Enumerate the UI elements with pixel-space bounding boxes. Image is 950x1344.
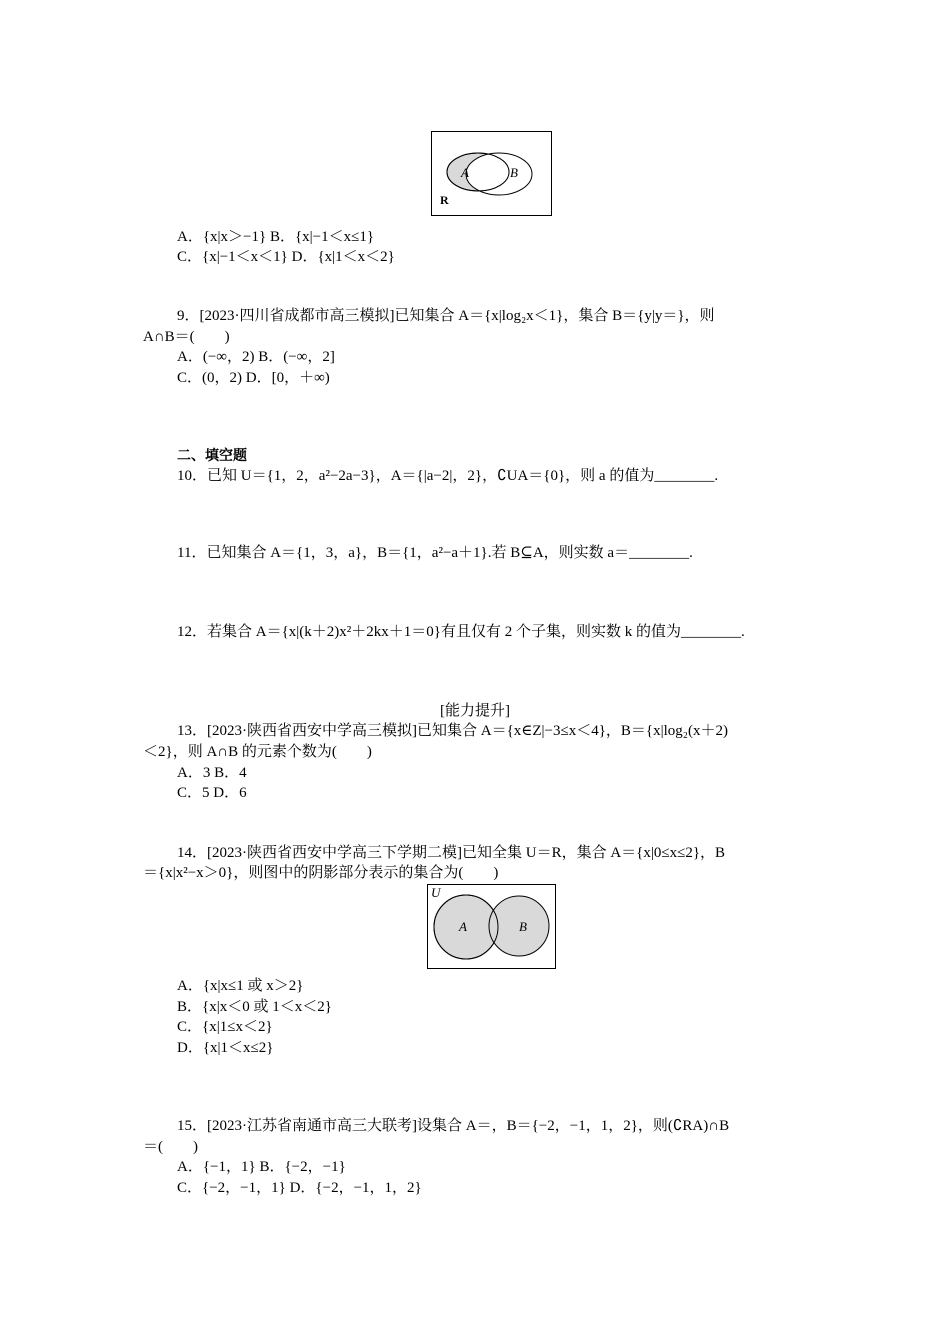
q13-options-line1: A．3 B．4 — [177, 765, 247, 781]
q15-options-line1: A．{−1，1} B．{−2，−1} — [177, 1159, 346, 1175]
q12-stem: 12．若集合 A＝{x|(k＋2)x²＋2kx＋1＝0}有且仅有 2 个子集，则实数 k 的值为________. — [177, 624, 745, 640]
q10-stem: 10．已知 U＝{1，2，a²−2a−3}，A＝{|a−2|，2}，∁UA＝{0}，则 a 的值为________. — [177, 468, 719, 484]
label-a: A — [459, 919, 467, 934]
q14-stem-line2: ＝{x|x²−x＞0}，则图中的阴影部分表示的集合为( ) — [143, 865, 499, 881]
q14-option-c: C．{x|1≤x＜2} — [177, 1019, 273, 1035]
label-b: B — [519, 919, 527, 934]
label-r: R — [440, 193, 449, 207]
q9-stem-line1: 9．[2023·四川省成都市高三模拟]已知集合 A＝{x|log₂x＜1}，集合 B＝{y|y＝}，则 — [177, 308, 715, 324]
q9-options-line2: C．(0，2) D．[0，＋∞) — [177, 370, 330, 386]
q11-stem: 11．已知集合 A＝{1，3，a}，B＝{1，a²−a＋1}.若 B⊆A，则实数 a＝________. — [177, 545, 693, 561]
venn-diagram-2 — [426, 883, 558, 971]
label-u: U — [431, 885, 441, 900]
label-b: B — [510, 165, 518, 180]
q9-stem-line2: A∩B＝( ) — [143, 329, 230, 345]
q9-options-line1: A．(−∞，2) B．(−∞，2] — [177, 349, 335, 365]
q14-stem-line1: 14．[2023·陕西省西安中学高三下学期二模]已知全集 U＝R，集合 A＝{x|0≤x≤2}，B — [177, 845, 726, 861]
q13-options-line2: C．5 D．6 — [177, 785, 247, 801]
q8-options-line2: C．{x|−1＜x＜1} D．{x|1＜x＜2} — [177, 249, 395, 265]
q14-option-b: B．{x|x＜0 或 1＜x＜2} — [177, 999, 332, 1015]
q15-stem-line1: 15．[2023·江苏省南通市高三大联考]设集合 A＝，B＝{−2，−1，1，2}，则(∁RA)∩B — [177, 1118, 730, 1134]
q15-stem-line2: ＝( ) — [143, 1139, 198, 1155]
label-a: A — [461, 165, 469, 180]
q8-options-line1: A．{x|x＞−1} B．{x|−1＜x≤1} — [177, 229, 375, 245]
q13-stem-line2: ＜2}，则 A∩B 的元素个数为( ) — [143, 744, 372, 760]
q13-stem-line1: 13．[2023·陕西省西安中学高三模拟]已知集合 A＝{x∈Z|−3≤x＜4}，B＝{x|log₂(x＋2) — [177, 723, 729, 739]
section-fill-in-title: 二、填空题 — [177, 448, 247, 464]
q14-option-d: D．{x|1＜x≤2} — [177, 1040, 274, 1056]
section-advanced-title: [能力提升] — [440, 703, 510, 719]
venn-diagram-1 — [430, 130, 554, 218]
q14-option-a: A．{x|x≤1 或 x＞2} — [177, 978, 304, 994]
q15-options-line2: C．{−2，−1，1} D．{−2，−1，1，2} — [177, 1180, 422, 1196]
